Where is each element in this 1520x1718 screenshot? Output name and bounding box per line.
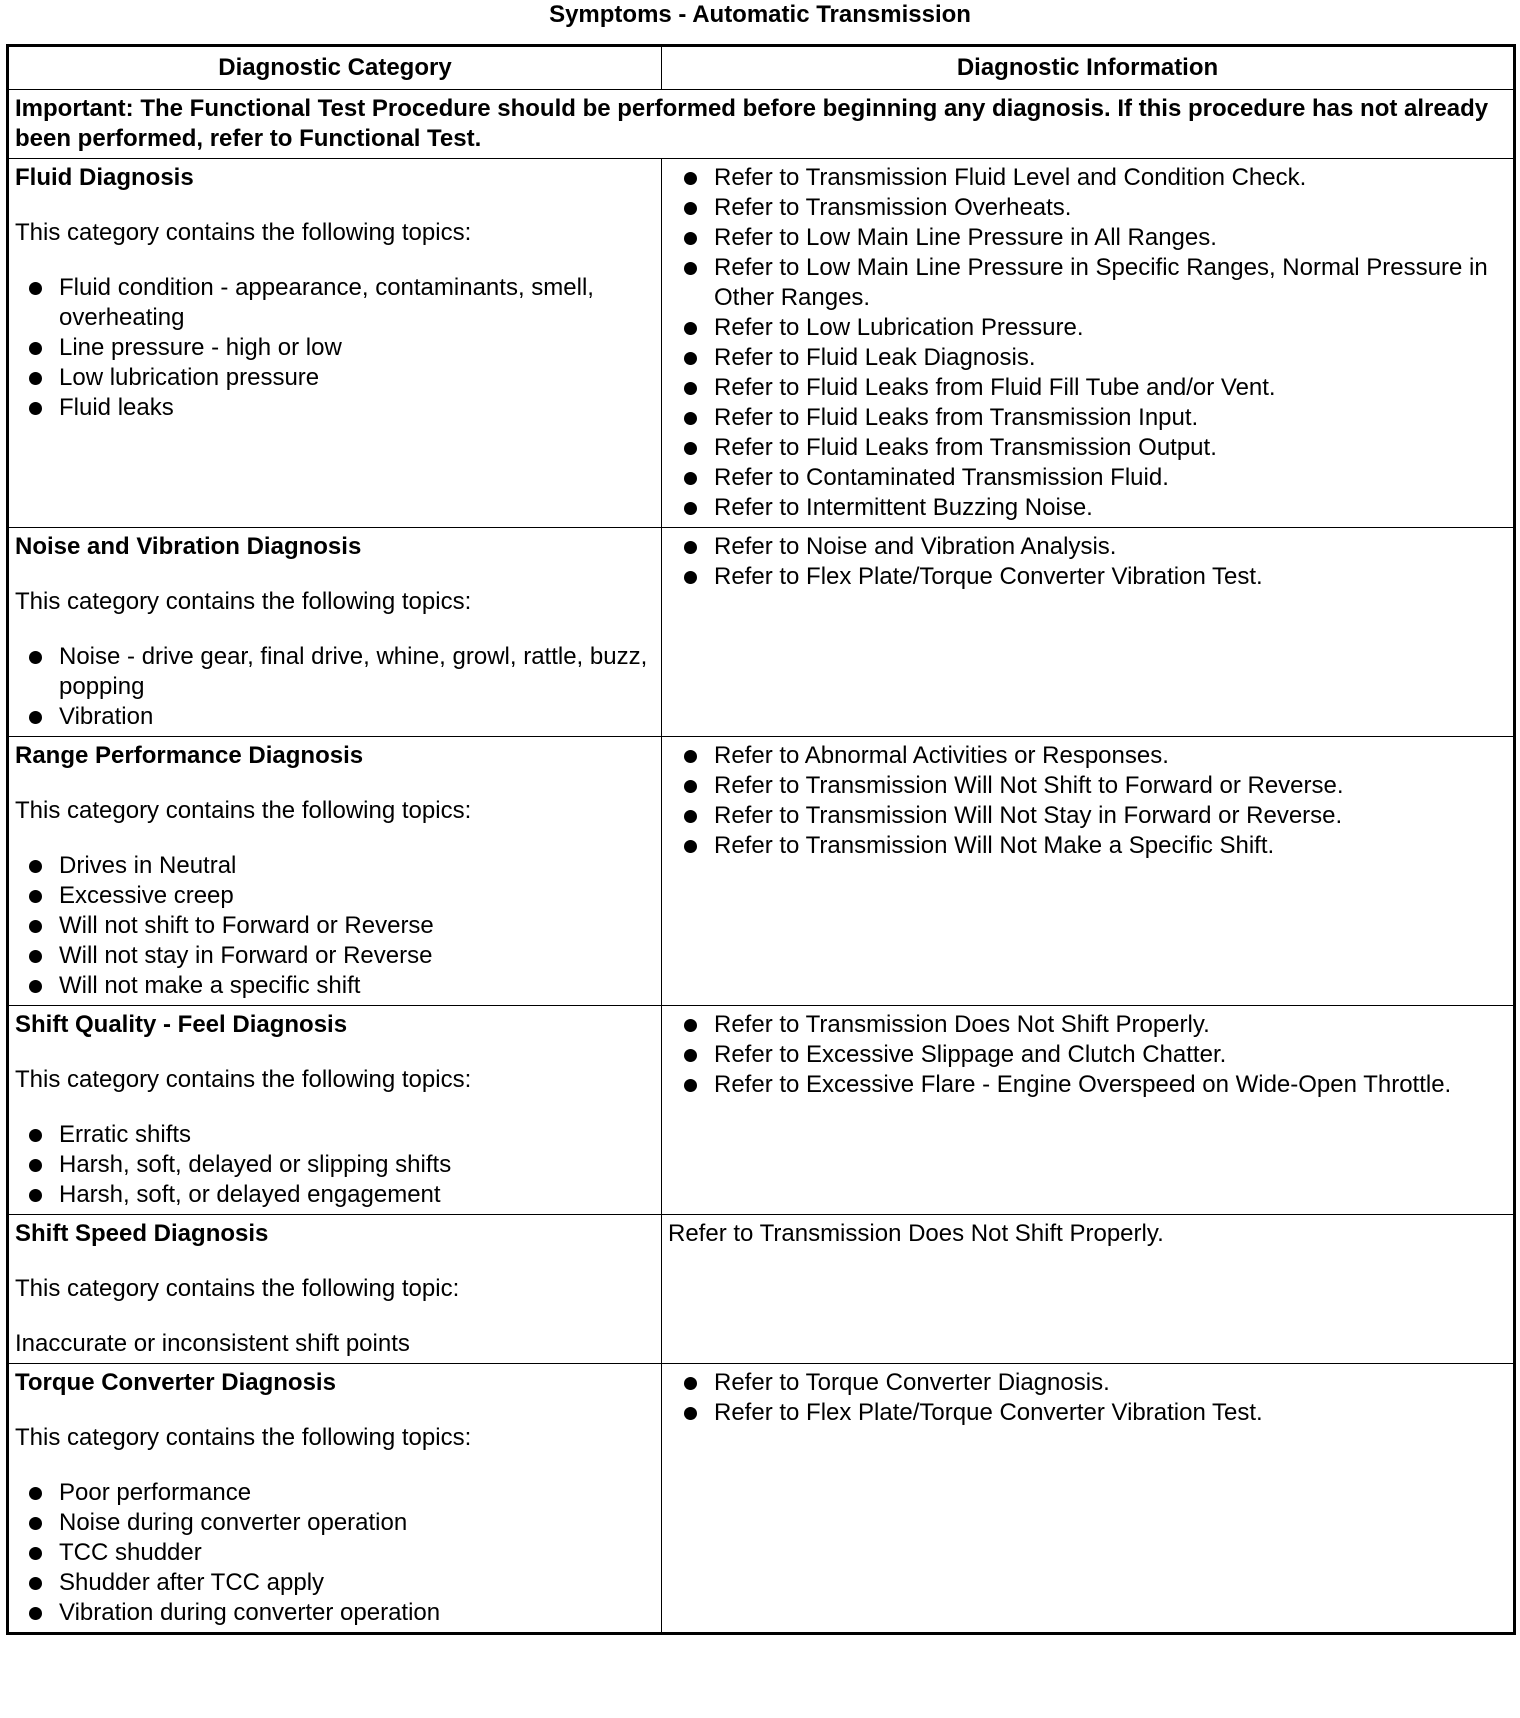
list-item: Refer to Fluid Leaks from Transmission Output.	[714, 433, 1507, 463]
topic-list	[15, 273, 655, 423]
category-intro: This category contains the following topics:	[15, 588, 472, 615]
list-item: Fluid leaks	[59, 393, 655, 423]
category-intro: This category contains the following topic:	[15, 1275, 460, 1302]
header-diagnostic-category: Diagnostic Category	[8, 46, 662, 90]
table-row	[8, 1006, 1515, 1215]
list-item: Refer to Fluid Leaks from Fluid Fill Tube and/or Vent.	[714, 373, 1507, 403]
category-topic: Inaccurate or inconsistent shift points	[15, 1330, 410, 1357]
list-item: Line pressure - high or low	[59, 333, 655, 363]
topic-list	[15, 1478, 655, 1628]
category-cell	[8, 1006, 662, 1215]
list-item: Refer to Excessive Flare - Engine Overspeed on Wide-Open Throttle.	[714, 1070, 1507, 1100]
topic-list	[15, 1120, 655, 1210]
list-item: Harsh, soft, delayed or slipping shifts	[59, 1150, 655, 1180]
list-item: Refer to Transmission Overheats.	[714, 193, 1507, 223]
category-intro: This category contains the following topics:	[15, 1424, 472, 1451]
important-row	[8, 90, 1515, 159]
list-item: Will not stay in Forward or Reverse	[59, 941, 655, 971]
list-item: Vibration	[59, 702, 655, 732]
list-item: Noise - drive gear, final drive, whine, growl, rattle, buzz, popping	[59, 642, 655, 702]
list-item: Refer to Transmission Will Not Make a Specific Shift.	[714, 831, 1507, 861]
category-cell	[8, 528, 662, 737]
list-item: Fluid condition - appearance, contaminants, smell, overheating	[59, 273, 655, 333]
info-list	[668, 1368, 1507, 1428]
info-list	[668, 532, 1507, 592]
info-list	[668, 163, 1507, 523]
list-item: Shudder after TCC apply	[59, 1568, 655, 1598]
information-cell	[662, 1006, 1515, 1215]
list-item: Harsh, soft, or delayed engagement	[59, 1180, 655, 1210]
list-item: Refer to Noise and Vibration Analysis.	[714, 532, 1507, 562]
list-item: Will not shift to Forward or Reverse	[59, 911, 655, 941]
list-item: Noise during converter operation	[59, 1508, 655, 1538]
list-item: Refer to Flex Plate/Torque Converter Vibration Test.	[714, 562, 1507, 592]
list-item: Refer to Flex Plate/Torque Converter Vibration Test.	[714, 1398, 1507, 1428]
list-item: Vibration during converter operation	[59, 1598, 655, 1628]
list-item: Refer to Torque Converter Diagnosis.	[714, 1368, 1507, 1398]
list-item: Poor performance	[59, 1478, 655, 1508]
symptoms-table	[6, 44, 1516, 1635]
category-intro: This category contains the following topics:	[15, 797, 472, 824]
list-item: Refer to Intermittent Buzzing Noise.	[714, 493, 1507, 523]
list-item: Low lubrication pressure	[59, 363, 655, 393]
info-list	[668, 1010, 1507, 1100]
category-cell	[8, 1364, 662, 1634]
information-cell	[662, 1215, 1515, 1364]
category-title: Noise and Vibration Diagnosis	[15, 533, 362, 560]
category-title: Torque Converter Diagnosis	[15, 1369, 336, 1396]
list-item: TCC shudder	[59, 1538, 655, 1568]
list-item: Drives in Neutral	[59, 851, 655, 881]
information-cell	[662, 1364, 1515, 1634]
list-item: Refer to Transmission Will Not Shift to Forward or Reverse.	[714, 771, 1507, 801]
topic-list	[15, 851, 655, 1001]
information-cell	[662, 528, 1515, 737]
list-item: Refer to Excessive Slippage and Clutch Chatter.	[714, 1040, 1507, 1070]
category-intro: This category contains the following topics:	[15, 219, 472, 246]
list-item: Refer to Fluid Leaks from Transmission Input.	[714, 403, 1507, 433]
information-text: Refer to Transmission Does Not Shift Properly.	[668, 1220, 1164, 1247]
category-intro: This category contains the following topics:	[15, 1066, 472, 1093]
page-title: Symptoms - Automatic Transmission	[549, 1, 971, 28]
list-item: Refer to Abnormal Activities or Responses.	[714, 741, 1507, 771]
information-cell	[662, 159, 1515, 528]
category-title: Range Performance Diagnosis	[15, 742, 364, 769]
category-title: Shift Quality - Feel Diagnosis	[15, 1011, 348, 1038]
table-row	[8, 528, 1515, 737]
table-row	[8, 737, 1515, 1006]
list-item: Refer to Transmission Fluid Level and Condition Check.	[714, 163, 1507, 193]
table-row	[8, 1215, 1515, 1364]
category-cell	[8, 159, 662, 528]
list-item: Will not make a specific shift	[59, 971, 655, 1001]
list-item: Excessive creep	[59, 881, 655, 911]
list-item: Refer to Low Main Line Pressure in All Ranges.	[714, 223, 1507, 253]
category-title: Shift Speed Diagnosis	[15, 1220, 269, 1247]
category-title: Fluid Diagnosis	[15, 164, 194, 191]
important-note: Important: The Functional Test Procedure should be performed before beginning any diagnosis. If this procedure has not already been performed, refer to Functional Test.	[8, 90, 1515, 159]
list-item: Refer to Fluid Leak Diagnosis.	[714, 343, 1507, 373]
list-item: Refer to Low Lubrication Pressure.	[714, 313, 1507, 343]
list-item: Refer to Contaminated Transmission Fluid.	[714, 463, 1507, 493]
list-item: Refer to Transmission Will Not Stay in Forward or Reverse.	[714, 801, 1507, 831]
category-cell	[8, 1215, 662, 1364]
list-item: Refer to Transmission Does Not Shift Properly.	[714, 1010, 1507, 1040]
info-list	[668, 741, 1507, 861]
table-row	[8, 159, 1515, 528]
table-row	[8, 1364, 1515, 1634]
header-diagnostic-information: Diagnostic Information	[662, 46, 1515, 90]
header-row	[8, 46, 1515, 90]
information-cell	[662, 737, 1515, 1006]
topic-list	[15, 642, 655, 732]
category-cell	[8, 737, 662, 1006]
list-item: Refer to Low Main Line Pressure in Specific Ranges, Normal Pressure in Other Ranges.	[714, 253, 1507, 313]
list-item: Erratic shifts	[59, 1120, 655, 1150]
